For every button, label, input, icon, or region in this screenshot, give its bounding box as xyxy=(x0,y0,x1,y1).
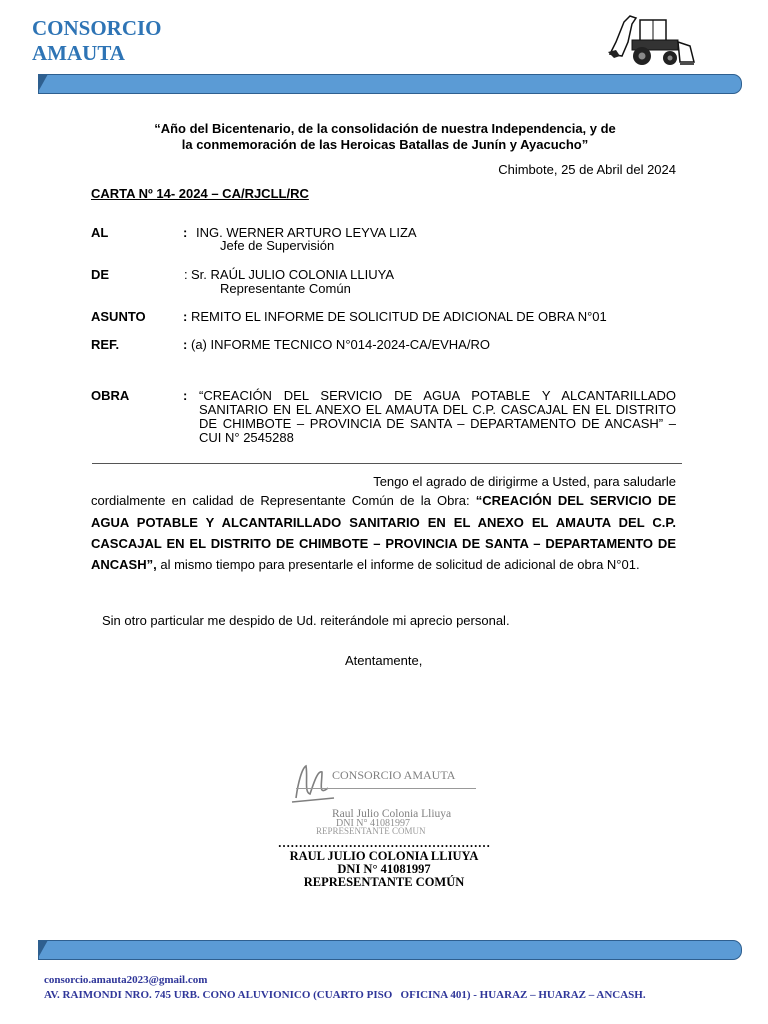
stamp-dni: DNI N° 41081997 xyxy=(336,818,410,829)
body-line4-bold: ANCASH”, xyxy=(91,557,157,572)
field-colon-de: : xyxy=(184,267,188,282)
footer-email: consorcio.amauta2023@gmail.com xyxy=(44,974,208,986)
company-stamp xyxy=(288,758,480,838)
sender-name: Sr. RAÚL JULIO COLONIA LLIUYA xyxy=(191,267,395,282)
addressee-name: ING. WERNER ARTURO LEYVA LIZA xyxy=(196,225,417,240)
motto-line2: la conmemoración de las Heroicas Batallas de Junín y Ayacucho” xyxy=(181,137,589,152)
field-colon-obra: : xyxy=(183,388,188,403)
project-line1: “CREACIÓN DEL SERVICIO DE AGUA POTABLE Y ALCANTARILLADO xyxy=(199,388,676,403)
signer-role: REPRESENTANTE COMÚN xyxy=(303,875,465,889)
letter-date: Chimbote, 25 de Abril del 2024 xyxy=(498,162,676,177)
field-label-obra: OBRA xyxy=(91,388,130,403)
signer-dni: DNI N° 41081997 xyxy=(337,862,431,876)
body-line1 xyxy=(91,493,676,508)
body-closing: Atentamente, xyxy=(345,653,423,668)
header-band xyxy=(38,74,742,94)
field-colon-al: : xyxy=(183,225,188,240)
project-line3: DE CHIMBOTE – PROVINCIA DE SANTA – DEPARTAMENTO DE ANCASH” – xyxy=(199,416,676,431)
signature-dots: …………………………………………… xyxy=(277,836,491,850)
stamp-company: CONSORCIO AMAUTA xyxy=(332,768,456,782)
stamp-name: Raul Julio Colonia Lliuya xyxy=(332,808,452,820)
field-label-de: DE xyxy=(91,267,110,282)
sender-role: Representante Común xyxy=(220,281,351,296)
project-line4: CUI N° 2545288 xyxy=(199,430,294,445)
body-line3: CASCAJAL EN EL DISTRITO DE CHIMBOTE – PROVINCIA DE SANTA – DEPARTAMENTO DE xyxy=(91,536,676,551)
body-greeting: Tengo el agrado de dirigirme a Usted, para saludarle xyxy=(373,474,676,489)
body-line4-normal: al mismo tiempo para presentarle el informe de solicitud de adicional de obra N°01. xyxy=(156,557,640,572)
company-name-line2: AMAUTA xyxy=(32,41,125,65)
footer-band xyxy=(38,940,742,960)
subject-value: REMITO EL INFORME DE SOLICITUD DE ADICIONAL DE OBRA N°01 xyxy=(191,309,607,324)
signer-name: RAUL JULIO COLONIA LLIUYA xyxy=(289,849,479,863)
company-name-line1: CONSORCIO xyxy=(32,16,162,40)
field-label-ref: REF. xyxy=(91,337,120,352)
signature-scribble-icon xyxy=(288,758,348,808)
body-line4 xyxy=(91,557,640,572)
stamp-role: REPRESENTANTE COMUN xyxy=(316,826,426,836)
addressee-role: Jefe de Supervisión xyxy=(220,238,335,253)
project-line2: SANITARIO EN EL ANEXO EL AMAUTA DEL C.P. CASCAJAL EN EL DISTRITO xyxy=(199,402,676,417)
footer-address: AV. RAIMONDI NRO. 745 URB. CONO ALUVIONICO (CUARTO PISO OFICINA 401) - HUARAZ – HUARAZ – ANCASH. xyxy=(44,989,646,1001)
field-colon-asunto: : xyxy=(183,309,188,324)
reference-value: (a) INFORME TECNICO N°014-2024-CA/EVHA/RO xyxy=(191,337,490,352)
field-label-asunto: ASUNTO xyxy=(91,309,146,324)
field-colon-ref: : xyxy=(183,337,188,352)
stamp-rule xyxy=(296,788,476,789)
backhoe-loader-icon xyxy=(606,12,696,68)
letter-number: CARTA Nº 14- 2024 – CA/RJCLL/RC xyxy=(91,186,309,201)
field-label-al: AL xyxy=(91,225,109,240)
body-line1-bold: “CREACIÓN DEL SERVICIO DE xyxy=(475,493,677,508)
motto-line1: “Año del Bicentenario, de la consolidación de nuestra Independencia, y de xyxy=(154,121,616,136)
body-farewell: Sin otro particular me despido de Ud. reiterándole mi aprecio personal. xyxy=(102,613,510,628)
body-line2: AGUA POTABLE Y ALCANTARILLADO SANITARIO EN EL ANEXO EL AMAUTA DEL C.P. xyxy=(91,515,676,530)
body-line1-normal: cordialmente en calidad de Representante Común de la Obra: xyxy=(91,493,476,508)
separator-line xyxy=(92,463,682,464)
